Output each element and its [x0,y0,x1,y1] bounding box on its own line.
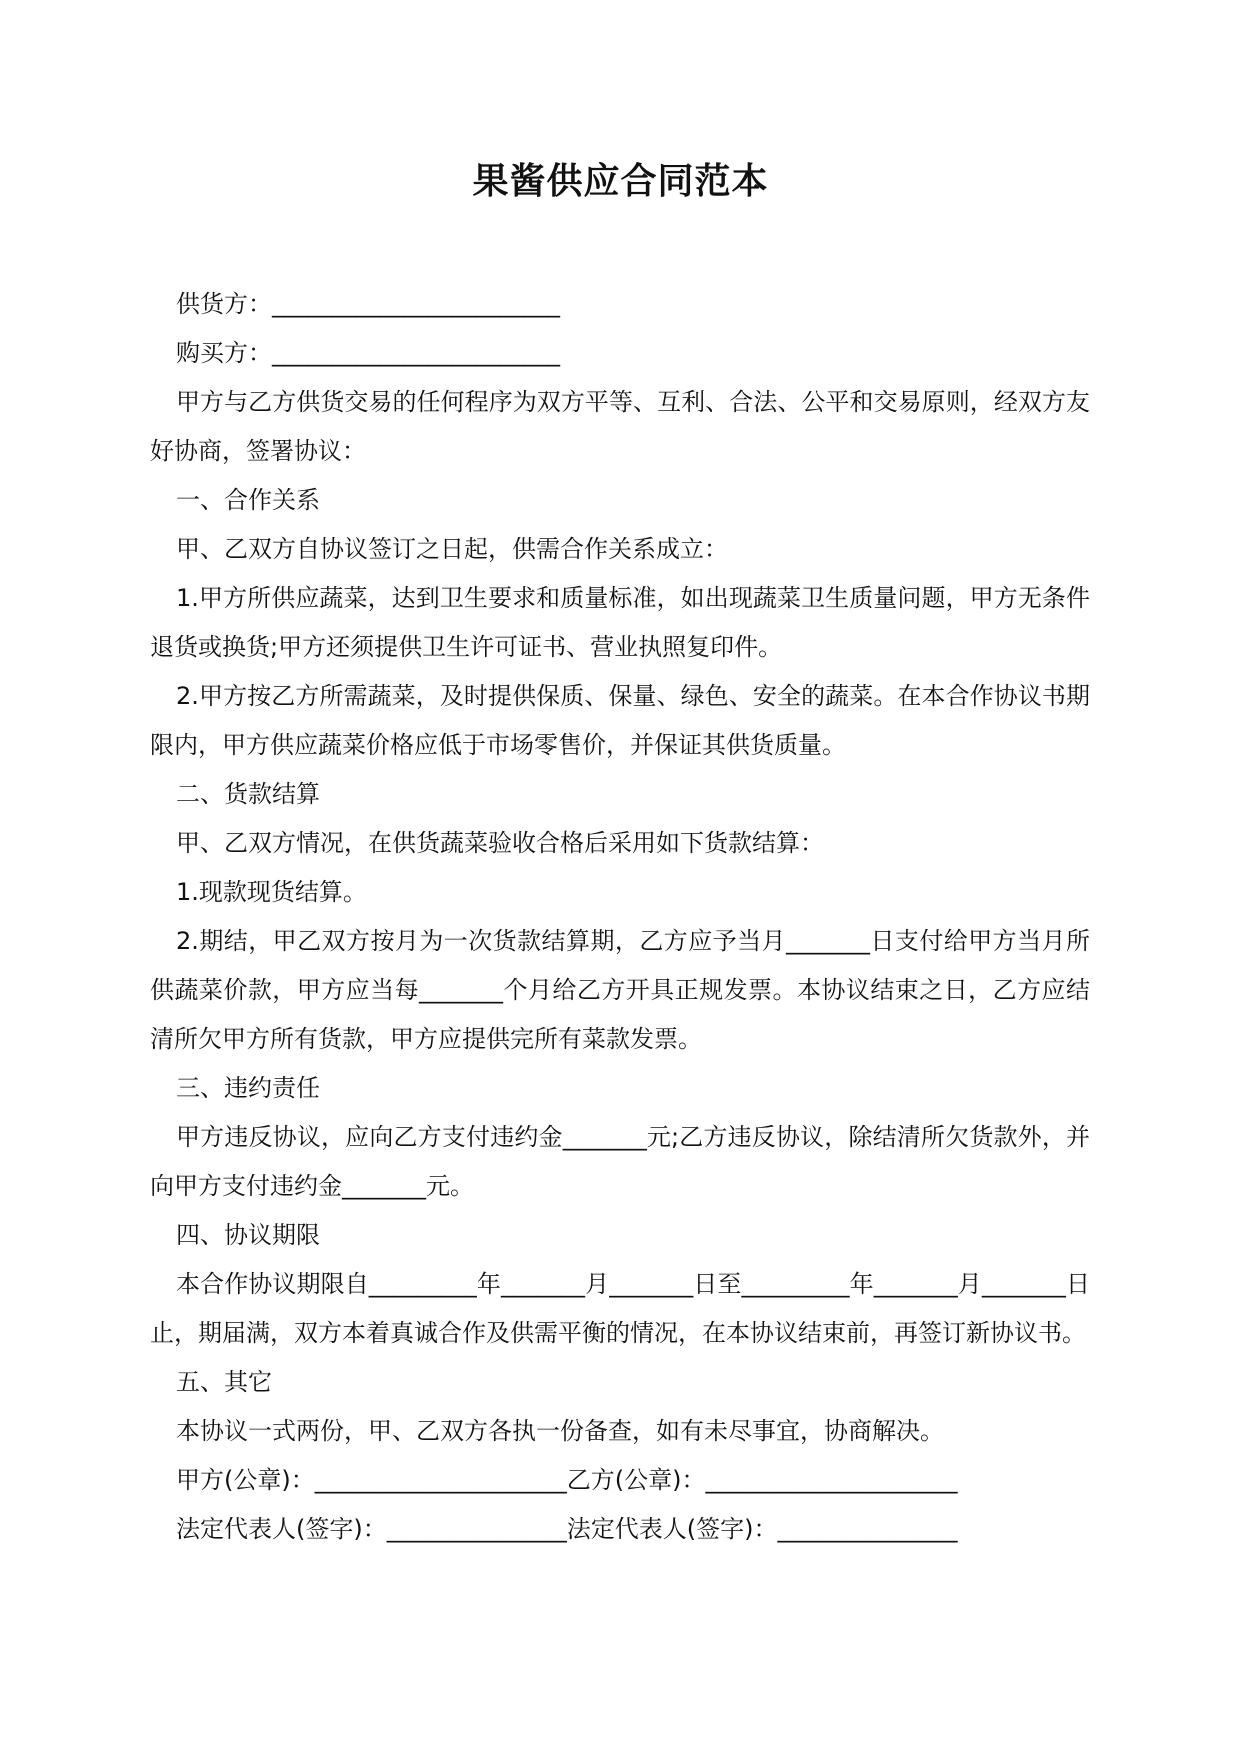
payment-clause-1: 1.现款现货结算。 [176,878,367,906]
seal-line: 甲方(公章)：_____________________乙方(公章)：_____________________ [176,1466,958,1494]
section-heading-other: 五、其它 [176,1368,272,1396]
document-body [150,280,1090,1554]
section-heading-payment: 二、货款结算 [176,780,320,808]
section-heading-term: 四、协议期限 [176,1221,320,1249]
supplier-line: 供货方：________________________ [176,290,560,318]
term-clause: 本合作协议期限自_________年_______月_______日至_________年_______月_______日止，期届满，双方本着真诚合作及供需平衡的情况，在本协议结束前，再签订新协议书。 [150,1270,1090,1347]
preamble-paragraph: 甲方与乙方供货交易的任何程序为双方平等、互利、合法、公平和交易原则，经双方友好协商，签署协议： [150,388,1090,465]
buyer-line: 购买方：________________________ [176,339,560,367]
section-heading-liability: 三、违约责任 [176,1074,320,1102]
cooperation-intro: 甲、乙双方自协议签订之日起，供需合作关系成立： [176,535,728,563]
other-clause: 本协议一式两份，甲、乙双方各执一份备查，如有未尽事宜，协商解决。 [176,1417,944,1445]
section-heading-cooperation: 一、合作关系 [176,486,320,514]
cooperation-clause-2: 2.甲方按乙方所需蔬菜，及时提供保质、保量、绿色、安全的蔬菜。在本合作协议书期限内，甲方供应蔬菜价格应低于市场零售价，并保证其供货质量。 [150,682,1090,759]
payment-intro: 甲、乙双方情况，在供货蔬菜验收合格后采用如下货款结算： [176,829,824,857]
liability-clause: 甲方违反协议，应向乙方支付违约金_______元;乙方违反协议，除结清所欠货款外，并向甲方支付违约金_______元。 [150,1123,1090,1200]
payment-clause-2: 2.期结，甲乙双方按月为一次货款结算期，乙方应予当月_______日支付给甲方当月所供蔬菜价款，甲方应当每_______个月给乙方开具正规发票。本协议结束之日，乙方应结清所欠甲方所有货款，甲方应提供完所有菜款发票。 [150,927,1090,1053]
document-title: 果酱供应合同范本 [472,161,769,202]
cooperation-clause-1: 1.甲方所供应蔬菜，达到卫生要求和质量标准，如出现蔬菜卫生质量问题，甲方无条件退货或换货;甲方还须提供卫生许可证书、营业执照复印件。 [150,584,1090,661]
signature-line: 法定代表人(签字)：_______________法定代表人(签字)：_______________ [176,1515,958,1543]
